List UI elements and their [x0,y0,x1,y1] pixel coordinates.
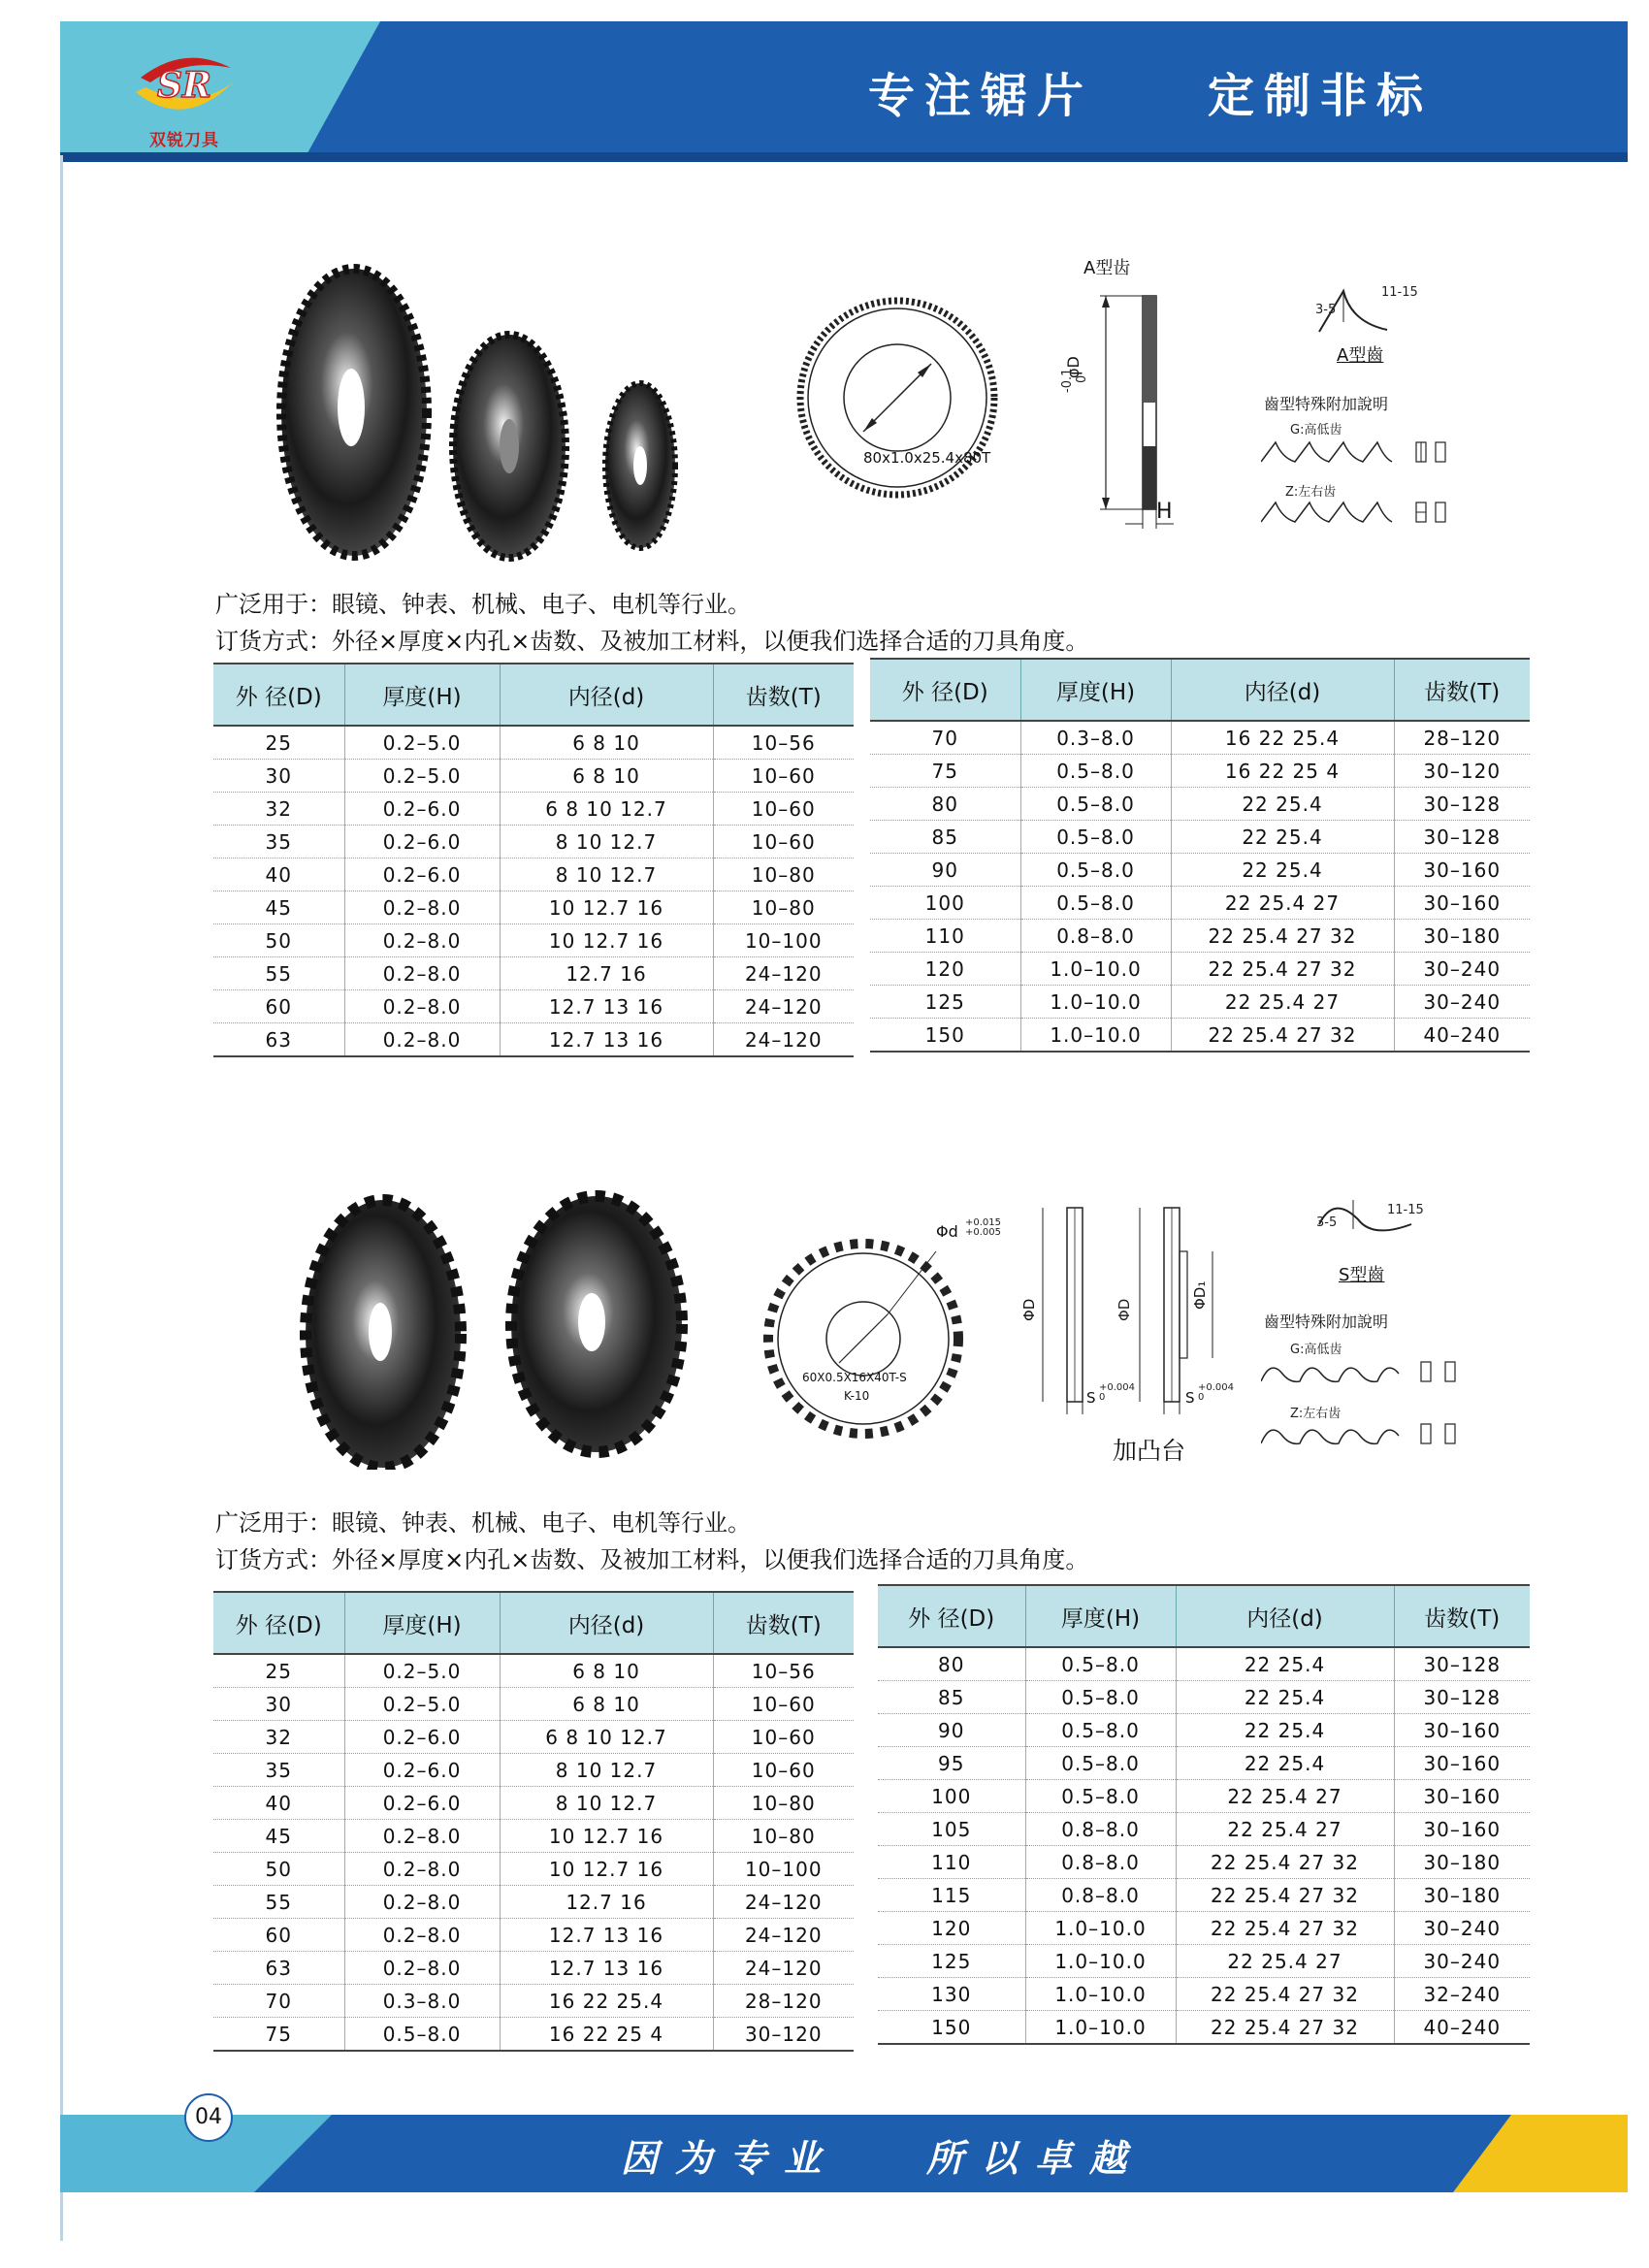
table-cell: 30–160 [1394,854,1530,887]
table-row [213,826,854,859]
table-cell: 24–120 [713,957,854,990]
table-row [870,788,1530,821]
table-row [213,1985,854,2018]
table-cell: 30 [213,1688,344,1721]
section1-ordering: 订货方式：外径×厚度×内孔×齿数、及被加工材料，以便我们选择合适的刀具角度。 [215,628,1089,655]
table-cell: 12.7 16 [500,1886,713,1919]
table-cell: 120 [870,953,1020,986]
table-cell: 22 25.4 27 32 [1176,1846,1394,1879]
table-cell: 125 [870,986,1020,1019]
table-cell: 0.2–8.0 [344,1952,500,1985]
table-cell: 110 [878,1846,1025,1879]
table-cell: 0.5–8.0 [1020,788,1171,821]
table-row [870,1019,1530,1053]
dimension-tol-bottom: -0.1 [1060,368,1075,393]
table-row [213,1721,854,1754]
table-cell: 150 [870,1019,1020,1053]
table-row [213,726,854,760]
table-cell: 16 22 25.4 [1171,721,1394,755]
table-cell: 28–120 [1394,721,1530,755]
table-cell: 22 25.4 27 [1171,986,1394,1019]
table-header-cell: 内径(d) [500,664,713,726]
table-row [870,854,1530,887]
table-cell: 130 [878,1978,1025,2011]
table-cell: 1.0–10.0 [1025,1978,1176,2011]
table-cell: 60 [213,1919,344,1952]
table-row [213,1023,854,1057]
table-cell: 30–180 [1394,920,1530,953]
dimension-tol-top: 0 [1075,374,1089,383]
table-row [213,957,854,990]
table-cell: 1.0–10.0 [1025,2011,1176,2045]
table-cell: 32 [213,1721,344,1754]
table-cell: 22 25.4 [1171,788,1394,821]
table-cell: 10–60 [713,793,854,826]
table-header-cell: 齿数(T) [713,1592,854,1654]
table-cell: 10–80 [713,859,854,891]
table-header-cell: 厚度(H) [344,664,500,726]
spec-table-1-left [213,663,854,1057]
table-cell: 32 [213,793,344,826]
section2-applications: 广泛用于：眼镜、钟表、机械、电子、电机等行业。 [215,1509,751,1537]
table-row [870,953,1530,986]
table-cell: 30–160 [1394,1714,1530,1747]
table-cell: 55 [213,1886,344,1919]
table-cell: 12.7 13 16 [500,990,713,1023]
dimension-h-label: H [1156,500,1173,524]
table-cell: 0.2–8.0 [344,1853,500,1886]
table-header-cell: 外 径(D) [213,1592,344,1654]
z-label-s: Z:左右齿 [1290,1407,1342,1421]
table-row [870,721,1530,755]
table-cell: 0.2–8.0 [344,1023,500,1057]
dimension-d-label: φD [1064,356,1083,378]
table-cell: 10–60 [713,1721,854,1754]
table-cell: 25 [213,1654,344,1688]
g-label-s: G:高低齿 [1290,1343,1342,1357]
table-cell: 16 22 25.4 [500,1985,713,2018]
table-row [213,990,854,1023]
table-cell: 30–180 [1394,1846,1530,1879]
brand-logo [126,39,242,131]
tooth-angle-s-1: 3-5 [1316,1215,1338,1230]
table-cell: 10–80 [713,1820,854,1853]
footer-motto-left: 因为专业 [621,2136,839,2180]
table-cell: 30–240 [1394,953,1530,986]
table-cell: 105 [878,1813,1025,1846]
table-cell: 40 [213,1787,344,1820]
tooth-type-title-a: A型齿 [1083,258,1131,278]
table-row [213,1952,854,1985]
table-cell: 22 25.4 27 32 [1176,2011,1394,2045]
section1-applications: 广泛用于：眼镜、钟表、机械、电子、电机等行业。 [215,591,751,618]
table-cell: 30–240 [1394,986,1530,1019]
table-cell: 6 8 10 [500,760,713,793]
dimension-D: ΦD [1020,1298,1038,1321]
g-tooth-pattern-s [1261,1354,1465,1387]
table-cell: 85 [878,1681,1025,1714]
tooth-type-name-a: A型齒 [1337,345,1384,366]
table-cell: 12.7 13 16 [500,1023,713,1057]
boss-label: 加凸台 [1113,1437,1186,1465]
table-cell: 80 [878,1647,1025,1681]
table-cell: 22 25.4 27 32 [1171,953,1394,986]
table-cell: 0.2–8.0 [344,891,500,924]
table-row [213,1853,854,1886]
table-row [870,821,1530,854]
table-row [878,1681,1530,1714]
table-cell: 10–80 [713,891,854,924]
table-cell: 22 25.4 [1176,1747,1394,1780]
table-cell: 0.2–6.0 [344,793,500,826]
saw-blade-photos-a [262,262,689,563]
dimension-S-boss: S [1185,1389,1195,1407]
table-row [213,793,854,826]
tooth-angle-s-2: 11-15 [1387,1203,1424,1217]
table-cell: 0.5–8.0 [1020,887,1171,920]
table-cell: 0.5–8.0 [1025,1647,1176,1681]
table-cell: 0.3–8.0 [344,1985,500,2018]
table-cell: 0.5–8.0 [1020,755,1171,788]
table-row [213,1654,854,1688]
table-cell: 8 10 12.7 [500,1787,713,1820]
table-cell: 0.3–8.0 [1020,721,1171,755]
table-row [213,1754,854,1787]
table-cell: 40–240 [1394,2011,1530,2045]
table-cell: 0.2–8.0 [344,1820,500,1853]
special-note-s: 齒型特殊附加說明 [1264,1312,1389,1331]
blade-front-drawing-s [757,1232,970,1445]
table-cell: 0.2–6.0 [344,1787,500,1820]
blade-bore [338,369,365,446]
logo-text: SR [157,65,211,106]
table-cell: 30–128 [1394,788,1530,821]
table-header-cell: 外 径(D) [213,664,344,726]
table-header-cell: 外 径(D) [870,659,1020,721]
table-cell: 45 [213,891,344,924]
blade-size-label-s: 60X0.5X16X40T-S [802,1371,907,1384]
table-cell: 0.2–5.0 [344,1654,500,1688]
table-cell: 35 [213,826,344,859]
table-row [870,920,1530,953]
table-cell: 0.8–8.0 [1020,920,1171,953]
table-cell: 10–60 [713,1688,854,1721]
table-cell: 110 [870,920,1020,953]
table-cell: 0.2–5.0 [344,726,500,760]
table-header-cell: 厚度(H) [1020,659,1171,721]
table-cell: 16 22 25 4 [1171,755,1394,788]
table-row [870,887,1530,920]
table-cell: 100 [878,1780,1025,1813]
table-cell: 0.2–8.0 [344,1886,500,1919]
table-cell: 1.0–10.0 [1025,1945,1176,1978]
table-cell: 1.0–10.0 [1025,1912,1176,1945]
dimension-small-d: Φd [936,1222,958,1241]
table-header-cell: 齿数(T) [713,664,854,726]
table-cell: 0.2–6.0 [344,859,500,891]
table-cell: 22 25.4 [1171,854,1394,887]
table-cell: 0.2–8.0 [344,924,500,957]
table-cell: 0.5–8.0 [1025,1747,1176,1780]
dimension-S-boss-tol: +0.004 0 [1198,1382,1235,1403]
table-cell: 22 25.4 [1176,1681,1394,1714]
table-cell: 22 25.4 27 [1176,1945,1394,1978]
table-cell: 1.0–10.0 [1020,953,1171,986]
table-cell: 0.8–8.0 [1025,1879,1176,1912]
spec-table-2-right [878,1584,1530,2045]
table-cell: 85 [870,821,1020,854]
dimension-D1: ΦD₁ [1191,1280,1209,1310]
table-cell: 0.2–5.0 [344,1688,500,1721]
table-row [878,1879,1530,1912]
table-cell: 0.8–8.0 [1025,1813,1176,1846]
table-cell: 10–100 [713,924,854,957]
table-cell: 1.0–10.0 [1020,986,1171,1019]
z-tooth-pattern-s [1261,1416,1465,1449]
table-cell: 70 [213,1985,344,2018]
table-cell: 22 25.4 27 [1176,1780,1394,1813]
table-cell: 22 25.4 27 32 [1176,1879,1394,1912]
table-cell: 0.5–8.0 [1020,854,1171,887]
table-cell: 90 [878,1714,1025,1747]
table-cell: 90 [870,854,1020,887]
table-cell: 30–128 [1394,821,1530,854]
table-row [878,2011,1530,2045]
table-cell: 150 [878,2011,1025,2045]
table-cell: 55 [213,957,344,990]
table-row [213,1787,854,1820]
table-cell: 0.2–8.0 [344,990,500,1023]
table-cell: 0.2–6.0 [344,826,500,859]
table-cell: 22 25.4 [1171,821,1394,854]
table-header-cell: 内径(d) [1171,659,1394,721]
table-header-cell: 内径(d) [500,1592,713,1654]
table-row [213,859,854,891]
dimension-D-side: ΦD [1116,1298,1133,1321]
table-cell: 12.7 16 [500,957,713,990]
table-cell: 35 [213,1754,344,1787]
table-cell: 30–120 [1394,755,1530,788]
table-row [213,1688,854,1721]
dimension-S-tol: +0.004 0 [1099,1382,1136,1403]
table-cell: 10–56 [713,726,854,760]
table-cell: 60 [213,990,344,1023]
table-cell: 0.8–8.0 [1025,1846,1176,1879]
dimension-S: S [1086,1389,1096,1407]
table-row [213,2018,854,2052]
table-cell: 70 [870,721,1020,755]
table-cell: 0.2–6.0 [344,1721,500,1754]
table-cell: 120 [878,1912,1025,1945]
table-cell: 30–120 [713,2018,854,2052]
table-cell: 24–120 [713,1886,854,1919]
table-cell: 0.5–8.0 [344,2018,500,2052]
z-tooth-pattern-a [1261,495,1455,528]
section2-ordering: 订货方式：外径×厚度×内孔×齿数、及被加工材料，以便我们选择合适的刀具角度。 [215,1546,1089,1573]
header-slogan-left: 专注锯片 [868,69,1094,123]
g-label-a: G:高低齿 [1290,423,1342,437]
table-cell: 22 25.4 27 32 [1176,1912,1394,1945]
table-cell: 22 25.4 [1176,1647,1394,1681]
table-cell: 30–240 [1394,1912,1530,1945]
table-cell: 24–120 [713,1952,854,1985]
table-cell: 75 [213,2018,344,2052]
blade-bore [633,446,647,485]
table-header-cell: 齿数(T) [1394,659,1530,721]
table-cell: 30–180 [1394,1879,1530,1912]
table-cell: 22 25.4 [1176,1714,1394,1747]
table-cell: 40 [213,859,344,891]
special-note-a: 齒型特殊附加說明 [1264,395,1389,413]
table-cell: 22 25.4 27 [1171,887,1394,920]
table-cell: 30–240 [1394,1945,1530,1978]
table-cell: 0.2–8.0 [344,957,500,990]
brand-name: 双锐刀具 [149,131,219,150]
table-cell: 80 [870,788,1020,821]
blade-size-label-a: 80x1.0x25.4x80T [863,449,991,467]
table-row [878,1846,1530,1879]
tooth-angle-1: 3-5 [1315,303,1337,317]
table-cell: 45 [213,1820,344,1853]
table-cell: 6 8 10 [500,726,713,760]
page-margin-line [60,155,63,2241]
table-cell: 30–160 [1394,887,1530,920]
table-row [878,1714,1530,1747]
saw-blade-photos-s [291,1188,698,1470]
blade-front-drawing-a [791,291,1004,504]
table-header-cell: 内径(d) [1176,1585,1394,1647]
table-cell: 63 [213,1952,344,1985]
table-header-cell: 齿数(T) [1394,1585,1530,1647]
blade-bore [369,1303,392,1361]
tooth-angle-2: 11-15 [1381,285,1418,300]
footer-motto-right: 所以卓越 [926,2136,1145,2180]
table-cell: 125 [878,1945,1025,1978]
spec-table-2-left [213,1591,854,2052]
table-row [878,1945,1530,1978]
table-cell: 28–120 [713,1985,854,2018]
table-cell: 10 12.7 16 [500,1853,713,1886]
tooth-type-name-s: S型齒 [1339,1265,1385,1285]
table-cell: 1.0–10.0 [1020,1019,1171,1053]
spec-table-1-right [870,658,1530,1053]
dimension-small-d-tol: +0.015 +0.005 [965,1217,1002,1238]
header-slogan-right: 定制非标 [1208,69,1434,123]
blade-bore [578,1293,605,1351]
table-cell: 30–160 [1394,1780,1530,1813]
page-footer [60,2115,1628,2192]
table-cell: 10 12.7 16 [500,891,713,924]
table-cell: 6 8 10 12.7 [500,1721,713,1754]
table-cell: 10–56 [713,1654,854,1688]
table-row [213,1919,854,1952]
table-cell: 25 [213,726,344,760]
table-cell: 22 25.4 27 32 [1171,1019,1394,1053]
table-cell: 24–120 [713,1919,854,1952]
table-header-cell: 厚度(H) [1025,1585,1176,1647]
table-cell: 16 22 25 4 [500,2018,713,2052]
table-row [878,1813,1530,1846]
table-cell: 24–120 [713,990,854,1023]
table-cell: 10 12.7 16 [500,1820,713,1853]
table-cell: 0.5–8.0 [1025,1681,1176,1714]
table-row [213,1886,854,1919]
table-cell: 10–60 [713,826,854,859]
table-row [878,1780,1530,1813]
table-cell: 10–80 [713,1787,854,1820]
table-cell: 0.2–6.0 [344,1754,500,1787]
table-cell: 22 25.4 27 32 [1176,1978,1394,2011]
table-cell: 75 [870,755,1020,788]
table-cell: 40–240 [1394,1019,1530,1053]
table-cell: 0.2–5.0 [344,760,500,793]
table-cell: 0.2–8.0 [344,1919,500,1952]
table-row [870,755,1530,788]
table-cell: 95 [878,1747,1025,1780]
table-row [878,1912,1530,1945]
table-cell: 8 10 12.7 [500,1754,713,1787]
table-row [878,1747,1530,1780]
table-cell: 6 8 10 12.7 [500,793,713,826]
g-tooth-pattern-a [1261,435,1455,468]
table-cell: 0.5–8.0 [1025,1780,1176,1813]
table-cell: 22 25.4 27 [1176,1813,1394,1846]
table-row [213,760,854,793]
table-row [213,891,854,924]
table-cell: 0.5–8.0 [1020,821,1171,854]
table-row [870,986,1530,1019]
table-cell: 10–60 [713,1754,854,1787]
table-cell: 30–128 [1394,1647,1530,1681]
table-cell: 100 [870,887,1020,920]
table-cell: 115 [878,1879,1025,1912]
table-cell: 8 10 12.7 [500,826,713,859]
table-cell: 10–100 [713,1853,854,1886]
blade-bore [500,419,519,473]
table-cell: 50 [213,924,344,957]
table-cell: 10 12.7 16 [500,924,713,957]
table-cell: 50 [213,1853,344,1886]
blade-side-drawing-a [1067,281,1193,534]
table-cell: 24–120 [713,1023,854,1057]
table-cell: 6 8 10 [500,1688,713,1721]
z-label-a: Z:左右齿 [1285,485,1337,500]
table-header-cell: 厚度(H) [344,1592,500,1654]
table-row [213,1820,854,1853]
table-cell: 22 25.4 27 32 [1171,920,1394,953]
table-cell: 63 [213,1023,344,1057]
table-cell: 30–160 [1394,1747,1530,1780]
table-row [878,1647,1530,1681]
table-cell: 32–240 [1394,1978,1530,2011]
table-header-cell: 外 径(D) [878,1585,1025,1647]
table-cell: 30–128 [1394,1681,1530,1714]
table-cell: 10–60 [713,760,854,793]
table-cell: 8 10 12.7 [500,859,713,891]
page-number: 04 [184,2093,233,2142]
table-row [213,924,854,957]
table-cell: 12.7 13 16 [500,1919,713,1952]
table-cell: 0.5–8.0 [1025,1714,1176,1747]
table-cell: 30 [213,760,344,793]
blade-grade-label-s: K-10 [844,1389,870,1403]
table-cell: 30–160 [1394,1813,1530,1846]
table-cell: 6 8 10 [500,1654,713,1688]
table-cell: 12.7 13 16 [500,1952,713,1985]
table-row [878,1978,1530,2011]
